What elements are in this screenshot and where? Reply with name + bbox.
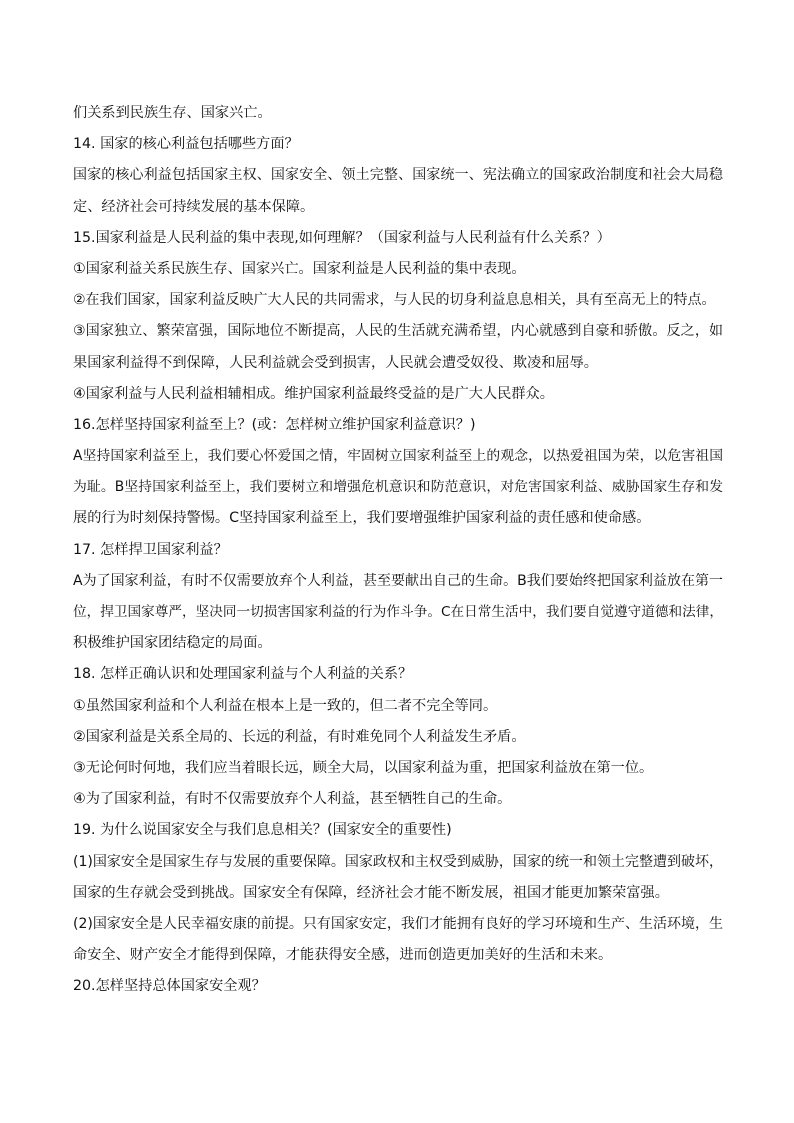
- question-heading: 15.国家利益是人民利益的集中表现,如何理解？（国家利益与人民利益有什么关系？）: [73, 229, 611, 246]
- text-line: 定、经济社会可持续发展的基本保障。: [73, 198, 315, 215]
- text-line: A为了国家利益，有时不仅需要放弃个人利益，甚至要献出自己的生命。B我们要始终把国家利益放在第一: [73, 572, 723, 589]
- text-line: ①国家利益关系民族生存、国家兴亡。国家利益是人民利益的集中表现。: [73, 260, 526, 277]
- text-line: 位，捍卫国家尊严，坚决同一切损害国家利益的行为作斗争。C在日常生活中，我们要自觉遵守道德和法律，: [73, 604, 723, 620]
- text-line: ③无论何时何地，我们应当着眼长远，顾全大局，以国家利益为重，把国家利益放在第一位。: [73, 759, 654, 776]
- text-line: 果国家利益得不到保障，人民利益就会受到损害，人民就会遭受奴役、欺凌和屈辱。: [73, 354, 598, 371]
- text-line: 积极维护国家团结稳定的局面。: [73, 635, 272, 652]
- text-line: 展的行为时刻保持警惕。C坚持国家利益至上，我们要增强维护国家利益的责任感和使命感。: [73, 510, 651, 527]
- text-line: ③国家独立、繁荣富强，国际地位不断提高，人民的生活就充满希望，内心就感到自豪和骄傲。反之，如: [73, 323, 723, 340]
- question-heading: 20.怎样坚持总体国家安全观？: [73, 978, 266, 995]
- question-heading: 17. 怎样捍卫国家利益？: [73, 541, 228, 558]
- text-line: ④国家利益与人民利益相辅相成。维护国家利益最终受益的是广大人民群众。: [73, 385, 554, 402]
- text-line: 命安全、财产安全才能得到保障，才能获得安全感，进而创造更加美好的生活和未来。: [73, 947, 613, 964]
- question-heading: 14. 国家的核心利益包括哪些方面？: [73, 136, 299, 153]
- question-heading: 18. 怎样正确认识和处理国家利益与个人利益的关系？: [73, 666, 413, 683]
- text-line: ②在我们国家，国家利益反映广大人民的共同需求，与人民的切身利益息息相关，具有至高无上的特点。: [73, 292, 716, 309]
- text-line: (1)国家安全是国家生存与发展的重要保障。国家政权和主权受到威胁，国家的统一和领土完整遭到破坏，: [73, 853, 723, 870]
- text-line: 国家的核心利益包括国家主权、国家安全、领土完整、国家统一、宪法确立的国家政治制度和社会大局稳: [73, 167, 723, 184]
- text-line: ④为了国家利益，有时不仅需要放弃个人利益，甚至牺牲自己的生命。: [73, 791, 512, 808]
- text-line: 国家的生存就会受到挑战。国家安全有保障，经济社会才能不断发展，祖国才能更加繁荣富强。: [73, 884, 669, 901]
- text-line: ①虽然国家利益和个人利益在根本上是一致的，但二者不完全等同。: [73, 697, 498, 714]
- document-body: [73, 98, 723, 1002]
- text-line: (2)国家安全是人民幸福安康的前提。只有国家安定，我们才能拥有良好的学习环境和生产、生活环境，生: [73, 915, 723, 932]
- text-line: 们关系到民族生存、国家兴亡。: [73, 105, 272, 121]
- question-heading: 16.怎样坚持国家利益至上？(或：怎样树立维护国家利益意识？): [73, 416, 476, 433]
- text-line: 为耻。B坚持国家利益至上，我们要树立和增强危机意识和防范意识，对危害国家利益、威胁国家生存和发: [73, 479, 723, 496]
- question-heading: 19. 为什么说国家安全与我们息息相关？(国家安全的重要性): [73, 822, 452, 839]
- text-line: A坚持国家利益至上，我们要心怀爱国之情，牢固树立国家利益至上的观念，以热爱祖国为荣，以危害祖国: [73, 448, 723, 465]
- text-line: ②国家利益是关系全局的、长远的利益，有时难免同个人利益发生矛盾。: [73, 728, 526, 745]
